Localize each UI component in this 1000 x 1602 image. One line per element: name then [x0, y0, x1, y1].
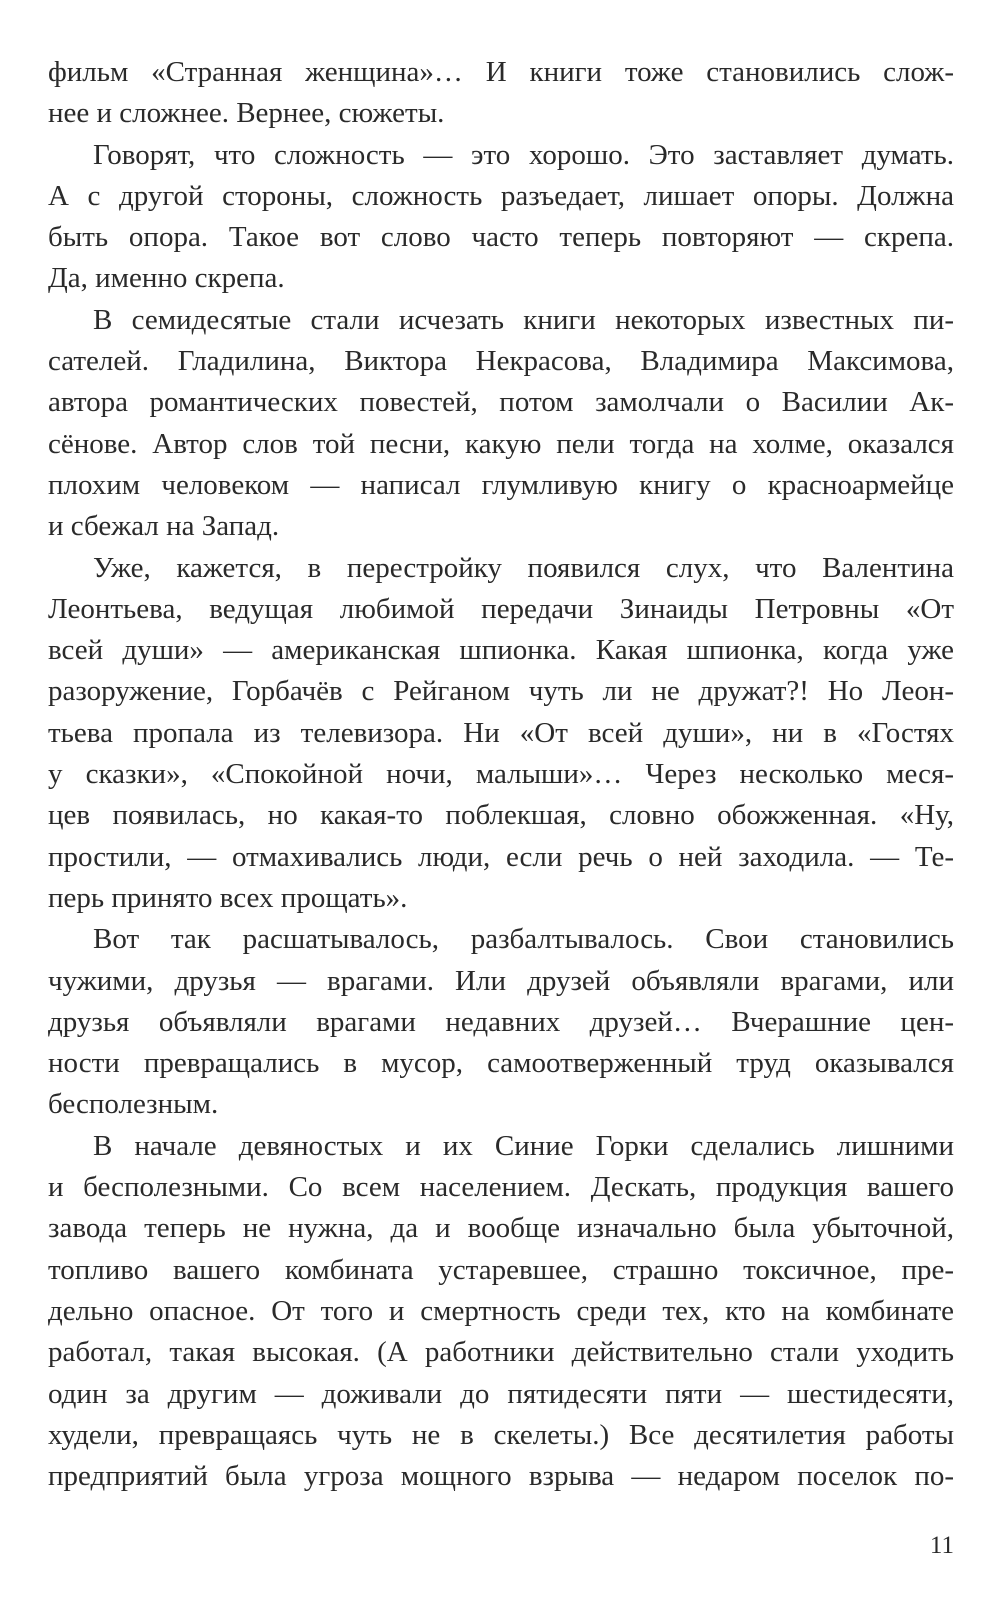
text-line: один за другим — доживали до пятидесяти пяти — шестидесяти,	[48, 1377, 954, 1410]
text-line: у сказки», «Спокойной ночи, малыши»… Через несколько меся-	[48, 758, 954, 791]
text-line: быть опора. Такое вот слово часто теперь повторяют — скрепа.	[48, 221, 954, 254]
text-line: нее и сложнее. Вернее, сюжеты.	[48, 97, 445, 130]
text-line: Вот так расшатывалось, разбалтывалось. Свои становились	[93, 923, 954, 956]
page-number: 11	[929, 1532, 954, 1559]
text-line: В семидесятые стали исчезать книги некоторых известных пи-	[93, 303, 954, 336]
text-line: и бесполезными. Со всем населением. Дескать, продукция вашего	[48, 1171, 954, 1204]
page-body	[48, 52, 954, 1497]
text-line: простили, — отмахивались люди, если речь о ней заходила. — Те-	[48, 840, 954, 873]
text-line: А с другой стороны, сложность разъедает, лишает опоры. Должна	[48, 179, 954, 212]
text-line: ности превращались в мусор, самоотверженный труд оказывался	[48, 1047, 954, 1080]
text-line: цев появилась, но какая-то поблекшая, словно обожженная. «Ну,	[48, 799, 954, 832]
text-line: тьева пропала из телевизора. Ни «От всей души», ни в «Гостях	[48, 716, 954, 749]
text-line: Да, именно скрепа.	[48, 262, 285, 295]
text-line: автора романтических повестей, потом замолчали о Василии Ак-	[48, 386, 954, 419]
paragraph	[48, 135, 954, 300]
text-line: разоружение, Горбачёв с Рейганом чуть ли не дружат?! Но Леон-	[48, 675, 954, 708]
paragraph	[48, 300, 954, 548]
paragraph	[48, 1126, 954, 1498]
paragraph	[48, 52, 954, 135]
text-line: завода теперь не нужна, да и вообще изначально была убыточной,	[48, 1212, 954, 1245]
text-line: чужими, друзья — врагами. Или друзей объявляли врагами, или	[48, 964, 954, 997]
text-line: дельно опасное. От того и смертность среди тех, кто на комбинате	[48, 1294, 954, 1327]
text-line: и сбежал на Запад.	[48, 510, 280, 543]
text-line: худели, превращаясь чуть не в скелеты.) Все десятилетия работы	[48, 1418, 954, 1451]
paragraph	[48, 919, 954, 1125]
text-line: Говорят, что сложность — это хорошо. Это заставляет думать.	[93, 138, 954, 171]
text-line: В начале девяностых и их Синие Горки сделались лишними	[93, 1129, 954, 1162]
text-line: сёнове. Автор слов той песни, какую пели тогда на холме, оказался	[48, 427, 954, 460]
text-line: сателей. Гладилина, Виктора Некрасова, Владимира Максимова,	[48, 345, 954, 378]
text-line: фильм «Странная женщина»… И книги тоже становились слож-	[48, 56, 954, 88]
paragraph	[48, 548, 954, 920]
text-line: бесполезным.	[48, 1088, 219, 1121]
text-line: перь принято всех прощать».	[48, 881, 408, 914]
text-line: плохим человеком — написал глумливую книгу о красноармейце	[48, 468, 954, 501]
text-line: друзья объявляли врагами недавних друзей… Вчерашние цен-	[48, 1005, 954, 1038]
text-line: топливо вашего комбината устаревшее, страшно токсичное, пре-	[48, 1253, 954, 1286]
text-line: всей души» — американская шпионка. Какая шпионка, когда уже	[48, 634, 954, 667]
text-line: работал, такая высокая. (А работники действительно стали уходить	[48, 1336, 954, 1369]
text-line: Уже, кажется, в перестройку появился слух, что Валентина	[93, 551, 954, 584]
text-line: предприятий была угроза мощного взрыва — недаром поселок по-	[48, 1460, 954, 1493]
text-line: Леонтьева, ведущая любимой передачи Зинаиды Петровны «От	[48, 592, 954, 625]
